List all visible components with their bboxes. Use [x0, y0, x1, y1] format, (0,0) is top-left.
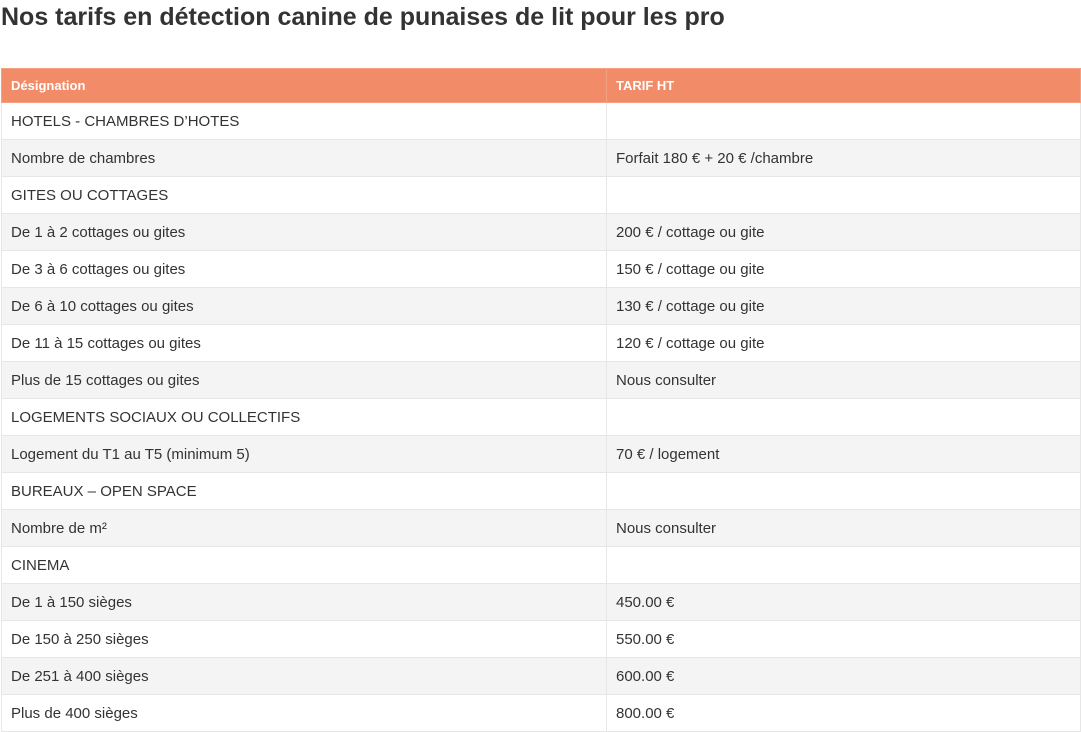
- table-row: [2, 473, 1081, 510]
- cell-tarif: 150 € / cottage ou gite: [607, 251, 1081, 288]
- table-row: [2, 621, 1081, 658]
- cell-tarif: 200 € / cottage ou gite: [607, 214, 1081, 251]
- column-header-designation: Désignation: [2, 69, 607, 103]
- cell-designation: De 6 à 10 cottages ou gites: [2, 288, 607, 325]
- cell-tarif: 600.00 €: [607, 658, 1081, 695]
- table-row: [2, 399, 1081, 436]
- table-row: [2, 510, 1081, 547]
- cell-tarif: Forfait 180 € + 20 € /chambre: [607, 140, 1081, 177]
- cell-tarif: [607, 547, 1081, 584]
- page-title: Nos tarifs en détection canine de punaises de lit pour les pro: [1, 3, 725, 31]
- cell-designation: De 1 à 2 cottages ou gites: [2, 214, 607, 251]
- cell-designation: BUREAUX – OPEN SPACE: [2, 473, 607, 510]
- cell-designation: De 11 à 15 cottages ou gites: [2, 325, 607, 362]
- cell-designation: Plus de 15 cottages ou gites: [2, 362, 607, 399]
- cell-tarif: [607, 473, 1081, 510]
- cell-designation: Logement du T1 au T5 (minimum 5): [2, 436, 607, 473]
- table-row: [2, 658, 1081, 695]
- cell-tarif: Nous consulter: [607, 510, 1081, 547]
- cell-designation: HOTELS - CHAMBRES D’HOTES: [2, 103, 607, 140]
- column-header-tarif: TARIF HT: [607, 69, 1081, 103]
- cell-tarif: [607, 177, 1081, 214]
- cell-designation: De 150 à 250 sièges: [2, 621, 607, 658]
- cell-designation: GITES OU COTTAGES: [2, 177, 607, 214]
- pricing-table: [1, 68, 1081, 732]
- table-row: [2, 695, 1081, 732]
- table-header-row: [2, 69, 1081, 103]
- cell-designation: LOGEMENTS SOCIAUX OU COLLECTIFS: [2, 399, 607, 436]
- cell-tarif: [607, 399, 1081, 436]
- cell-designation: Nombre de m²: [2, 510, 607, 547]
- cell-tarif: 70 € / logement: [607, 436, 1081, 473]
- table-row: [2, 103, 1081, 140]
- table-row: [2, 288, 1081, 325]
- cell-tarif: 550.00 €: [607, 621, 1081, 658]
- table-row: [2, 177, 1081, 214]
- table-row: [2, 547, 1081, 584]
- cell-designation: Plus de 400 sièges: [2, 695, 607, 732]
- table-row: [2, 214, 1081, 251]
- cell-designation: CINEMA: [2, 547, 607, 584]
- cell-tarif: [607, 103, 1081, 140]
- table-row: [2, 325, 1081, 362]
- table-row: [2, 140, 1081, 177]
- cell-tarif: Nous consulter: [607, 362, 1081, 399]
- table-row: [2, 584, 1081, 621]
- cell-tarif: 120 € / cottage ou gite: [607, 325, 1081, 362]
- table-row: [2, 251, 1081, 288]
- table-row: [2, 436, 1081, 473]
- table-row: [2, 362, 1081, 399]
- cell-tarif: 130 € / cottage ou gite: [607, 288, 1081, 325]
- cell-designation: De 3 à 6 cottages ou gites: [2, 251, 607, 288]
- cell-designation: Nombre de chambres: [2, 140, 607, 177]
- cell-designation: De 251 à 400 sièges: [2, 658, 607, 695]
- cell-designation: De 1 à 150 sièges: [2, 584, 607, 621]
- cell-tarif: 800.00 €: [607, 695, 1081, 732]
- cell-tarif: 450.00 €: [607, 584, 1081, 621]
